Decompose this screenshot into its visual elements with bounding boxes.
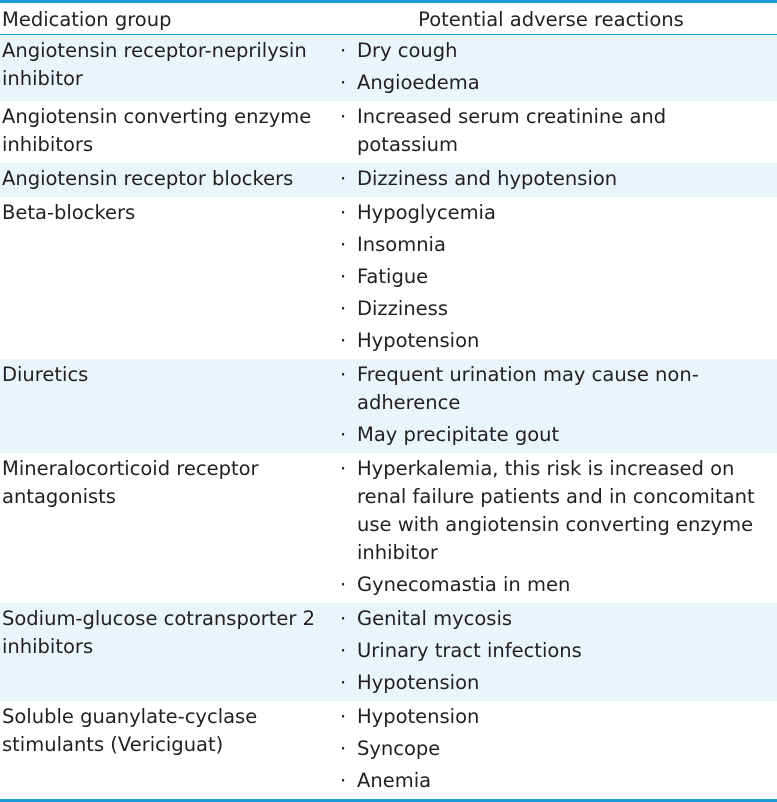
- bullet-icon: ·: [340, 363, 347, 386]
- adverse-reactions-cell: [337, 359, 777, 453]
- reaction-list-item: [337, 571, 777, 603]
- table-row: [0, 35, 777, 101]
- bullet-icon: ·: [340, 423, 347, 446]
- reaction-text: Dry cough: [357, 39, 458, 62]
- bullet-icon: ·: [340, 329, 347, 352]
- reaction-list-item: [337, 361, 777, 421]
- reaction-text: Anemia: [357, 769, 432, 792]
- reaction-text: Hypotension: [357, 329, 480, 352]
- bullet-icon: ·: [340, 265, 347, 288]
- reaction-text: Urinary tract infections: [357, 639, 582, 662]
- reaction-list-item: [337, 605, 777, 637]
- bullet-icon: ·: [340, 39, 347, 62]
- reaction-list-item: [337, 69, 777, 101]
- reaction-list-item: [337, 231, 777, 263]
- reaction-list-item: [337, 295, 777, 327]
- table-header: [0, 3, 777, 35]
- medication-group-cell: Angiotensin converting enzyme inhibitors: [2, 105, 312, 156]
- bullet-icon: ·: [340, 71, 347, 94]
- reaction-list-item: [337, 703, 777, 735]
- bullet-icon: ·: [340, 639, 347, 662]
- table-row: [0, 701, 777, 799]
- reaction-list-item: [337, 767, 777, 799]
- table-row: [0, 359, 777, 453]
- reaction-text: Angioedema: [357, 71, 480, 94]
- bullet-icon: ·: [340, 671, 347, 694]
- table-row: [0, 453, 777, 603]
- table-row: [0, 101, 777, 163]
- header-medication-group: Medication group: [2, 7, 172, 31]
- bullet-icon: ·: [340, 607, 347, 630]
- adverse-reactions-cell: [337, 35, 777, 101]
- reaction-text: Hypotension: [357, 671, 480, 694]
- adverse-reactions-cell: [337, 197, 777, 359]
- reaction-text: Syncope: [357, 737, 441, 760]
- adverse-reactions-cell: [337, 603, 777, 701]
- table-row: [0, 603, 777, 701]
- bullet-icon: ·: [340, 705, 347, 728]
- reaction-text: Hypoglycemia: [357, 201, 496, 224]
- bullet-icon: ·: [340, 105, 347, 128]
- adverse-reactions-cell: [337, 163, 777, 197]
- reaction-list-item: [337, 165, 777, 197]
- bullet-icon: ·: [340, 233, 347, 256]
- bullet-icon: ·: [340, 297, 347, 320]
- reaction-list-item: [337, 37, 777, 69]
- adverse-reactions-cell: [337, 101, 777, 163]
- reaction-text: May precipitate gout: [357, 423, 560, 446]
- medication-group-cell: Beta-blockers: [2, 201, 136, 224]
- header-adverse-reactions: Potential adverse reactions: [418, 7, 684, 31]
- medication-group-cell: Angiotensin receptor-neprilysin inhibitor: [2, 39, 307, 90]
- reaction-text: Hyperkalemia, this risk is increased on renal failure patients and in concomitant use with angiotensin converting enzyme inhibitor: [357, 457, 755, 564]
- reaction-text: Dizziness: [357, 297, 448, 320]
- medication-group-cell: Mineralocorticoid receptor antagonists: [2, 457, 259, 508]
- table-row: [0, 197, 777, 359]
- medication-group-cell: Sodium-glucose cotransporter 2 inhibitors: [2, 607, 316, 658]
- reaction-list-item: [337, 421, 777, 453]
- table-row: [0, 163, 777, 197]
- reaction-text: Gynecomastia in men: [357, 573, 571, 596]
- bullet-icon: ·: [340, 573, 347, 596]
- reaction-list-item: [337, 669, 777, 701]
- bullet-icon: ·: [340, 769, 347, 792]
- reaction-list-item: [337, 735, 777, 767]
- reaction-text: Hypotension: [357, 705, 480, 728]
- medication-group-cell: Diuretics: [2, 363, 89, 386]
- reaction-list-item: [337, 327, 777, 359]
- reaction-text: Genital mycosis: [357, 607, 513, 630]
- reaction-list-item: [337, 199, 777, 231]
- medication-group-cell: Soluble guanylate-cyclase stimulants (Vericiguat): [2, 705, 258, 756]
- reaction-list-item: [337, 455, 777, 571]
- reaction-text: Increased serum creatinine and potassium: [357, 105, 667, 156]
- medication-group-cell: Angiotensin receptor blockers: [2, 167, 294, 190]
- reaction-list-item: [337, 263, 777, 295]
- bullet-icon: ·: [340, 201, 347, 224]
- reaction-text: Fatigue: [357, 265, 429, 288]
- reaction-list-item: [337, 103, 777, 163]
- reaction-text: Dizziness and hypotension: [357, 167, 618, 190]
- bullet-icon: ·: [340, 457, 347, 480]
- reaction-list-item: [337, 637, 777, 669]
- bullet-icon: ·: [340, 737, 347, 760]
- table-body: [0, 35, 777, 799]
- reaction-text: Insomnia: [357, 233, 446, 256]
- bullet-icon: ·: [340, 167, 347, 190]
- adverse-reactions-cell: [337, 453, 777, 603]
- adverse-reactions-cell: [337, 701, 777, 799]
- reaction-text: Frequent urination may cause non-adherence: [357, 363, 699, 414]
